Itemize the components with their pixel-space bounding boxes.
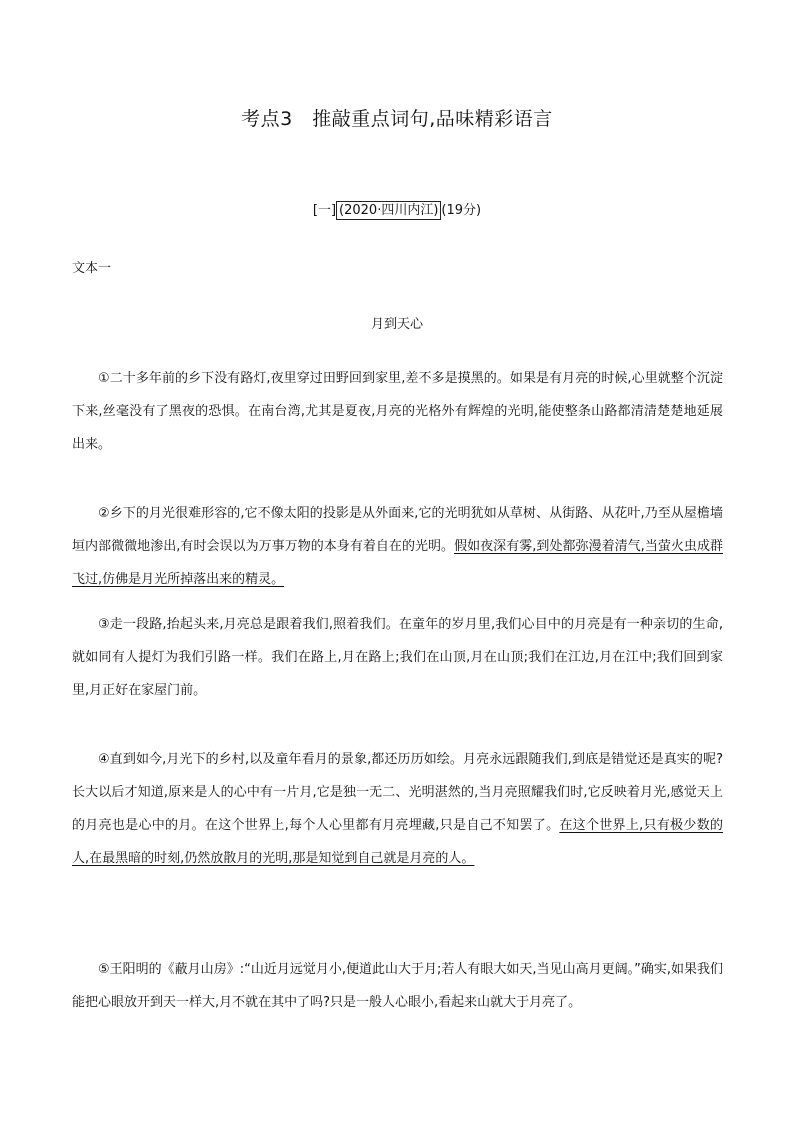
paragraph-2 — [72, 497, 723, 596]
question-source — [0, 199, 794, 218]
paragraph-text: ④直到如今,月光下的乡村,以及童年看月的景象,都还历历如绘。月亮永远跟随我们,到底是错觉还是真实的呢?长大以后才知道,原来是人的心中有一片月,它是独一无二、光明湛然的,当月亮照耀我们时,它反映着月光,感觉天上的月亮也是心中的月。在这个世界上,每个人心里都有月亮埋藏,只是自己不知罢了。 — [72, 752, 723, 833]
paragraph-text: ②乡下的月光很难形容的,它不像太阳的投影是从外面来,它的光明犹如从草树、从街路、从花叶,乃至从屋檐墙垣内部微微地渗出,有时会误以为万事万物的本身有着自在的光明。 — [72, 506, 723, 554]
paragraph-text: ③走一段路,抬起头来,月亮总是跟着我们,照着我们。在童年的岁月里,我们心目中的月亮是有一种亲切的生命,就如同有人提灯为我们引路一样。我们在路上,月在路上;我们在山顶,月在山顶;我们在江边,月在江中;我们回到家里,月正好在家屋门前。 — [72, 617, 723, 698]
underlined-sentence: 假如夜深有雾,到处都弥漫着清气,当萤火虫成群飞过,仿佛是月光所掉落出来的精灵。 — [72, 539, 723, 587]
score-label: (19分) — [441, 203, 482, 218]
source-box: (2020·四川内江) — [336, 201, 441, 220]
paragraph-text: ⑤王阳明的《蔽月山房》:“山近月远觉月小,便道此山大于月;若人有眼大如天,当见山高月更阔。”确实,如果我们能把心眼放开到天一样大,月不就在其中了吗?只是一般人心眼小,看起来山就大于月亮了。 — [72, 962, 723, 1010]
paragraph-4 — [72, 743, 723, 875]
text-label: 文本一 — [72, 261, 112, 276]
page-title: 考点3 推敲重点词句,品味精彩语言 — [241, 108, 553, 130]
underlined-sentence: 在这个世界上,只有极少数的人,在最黑暗的时刻,仍然放散月的光明,那是知觉到自己就是月亮的人。 — [72, 818, 723, 866]
question-number: [一] — [312, 203, 337, 218]
essay-title: 月到天心 — [370, 317, 423, 332]
paragraph-1 — [72, 362, 723, 461]
paragraph-3 — [72, 608, 723, 707]
paragraph-text: ①二十多年前的乡下没有路灯,夜里穿过田野回到家里,差不多是摸黑的。如果是有月亮的时候,心里就整个沉淀下来,丝毫没有了黑夜的恐惧。在南台湾,尤其是夏夜,月亮的光格外有辉煌的光明,能使整条山路都清清楚楚地延展出来。 — [72, 371, 723, 452]
paragraph-5 — [72, 953, 723, 1019]
